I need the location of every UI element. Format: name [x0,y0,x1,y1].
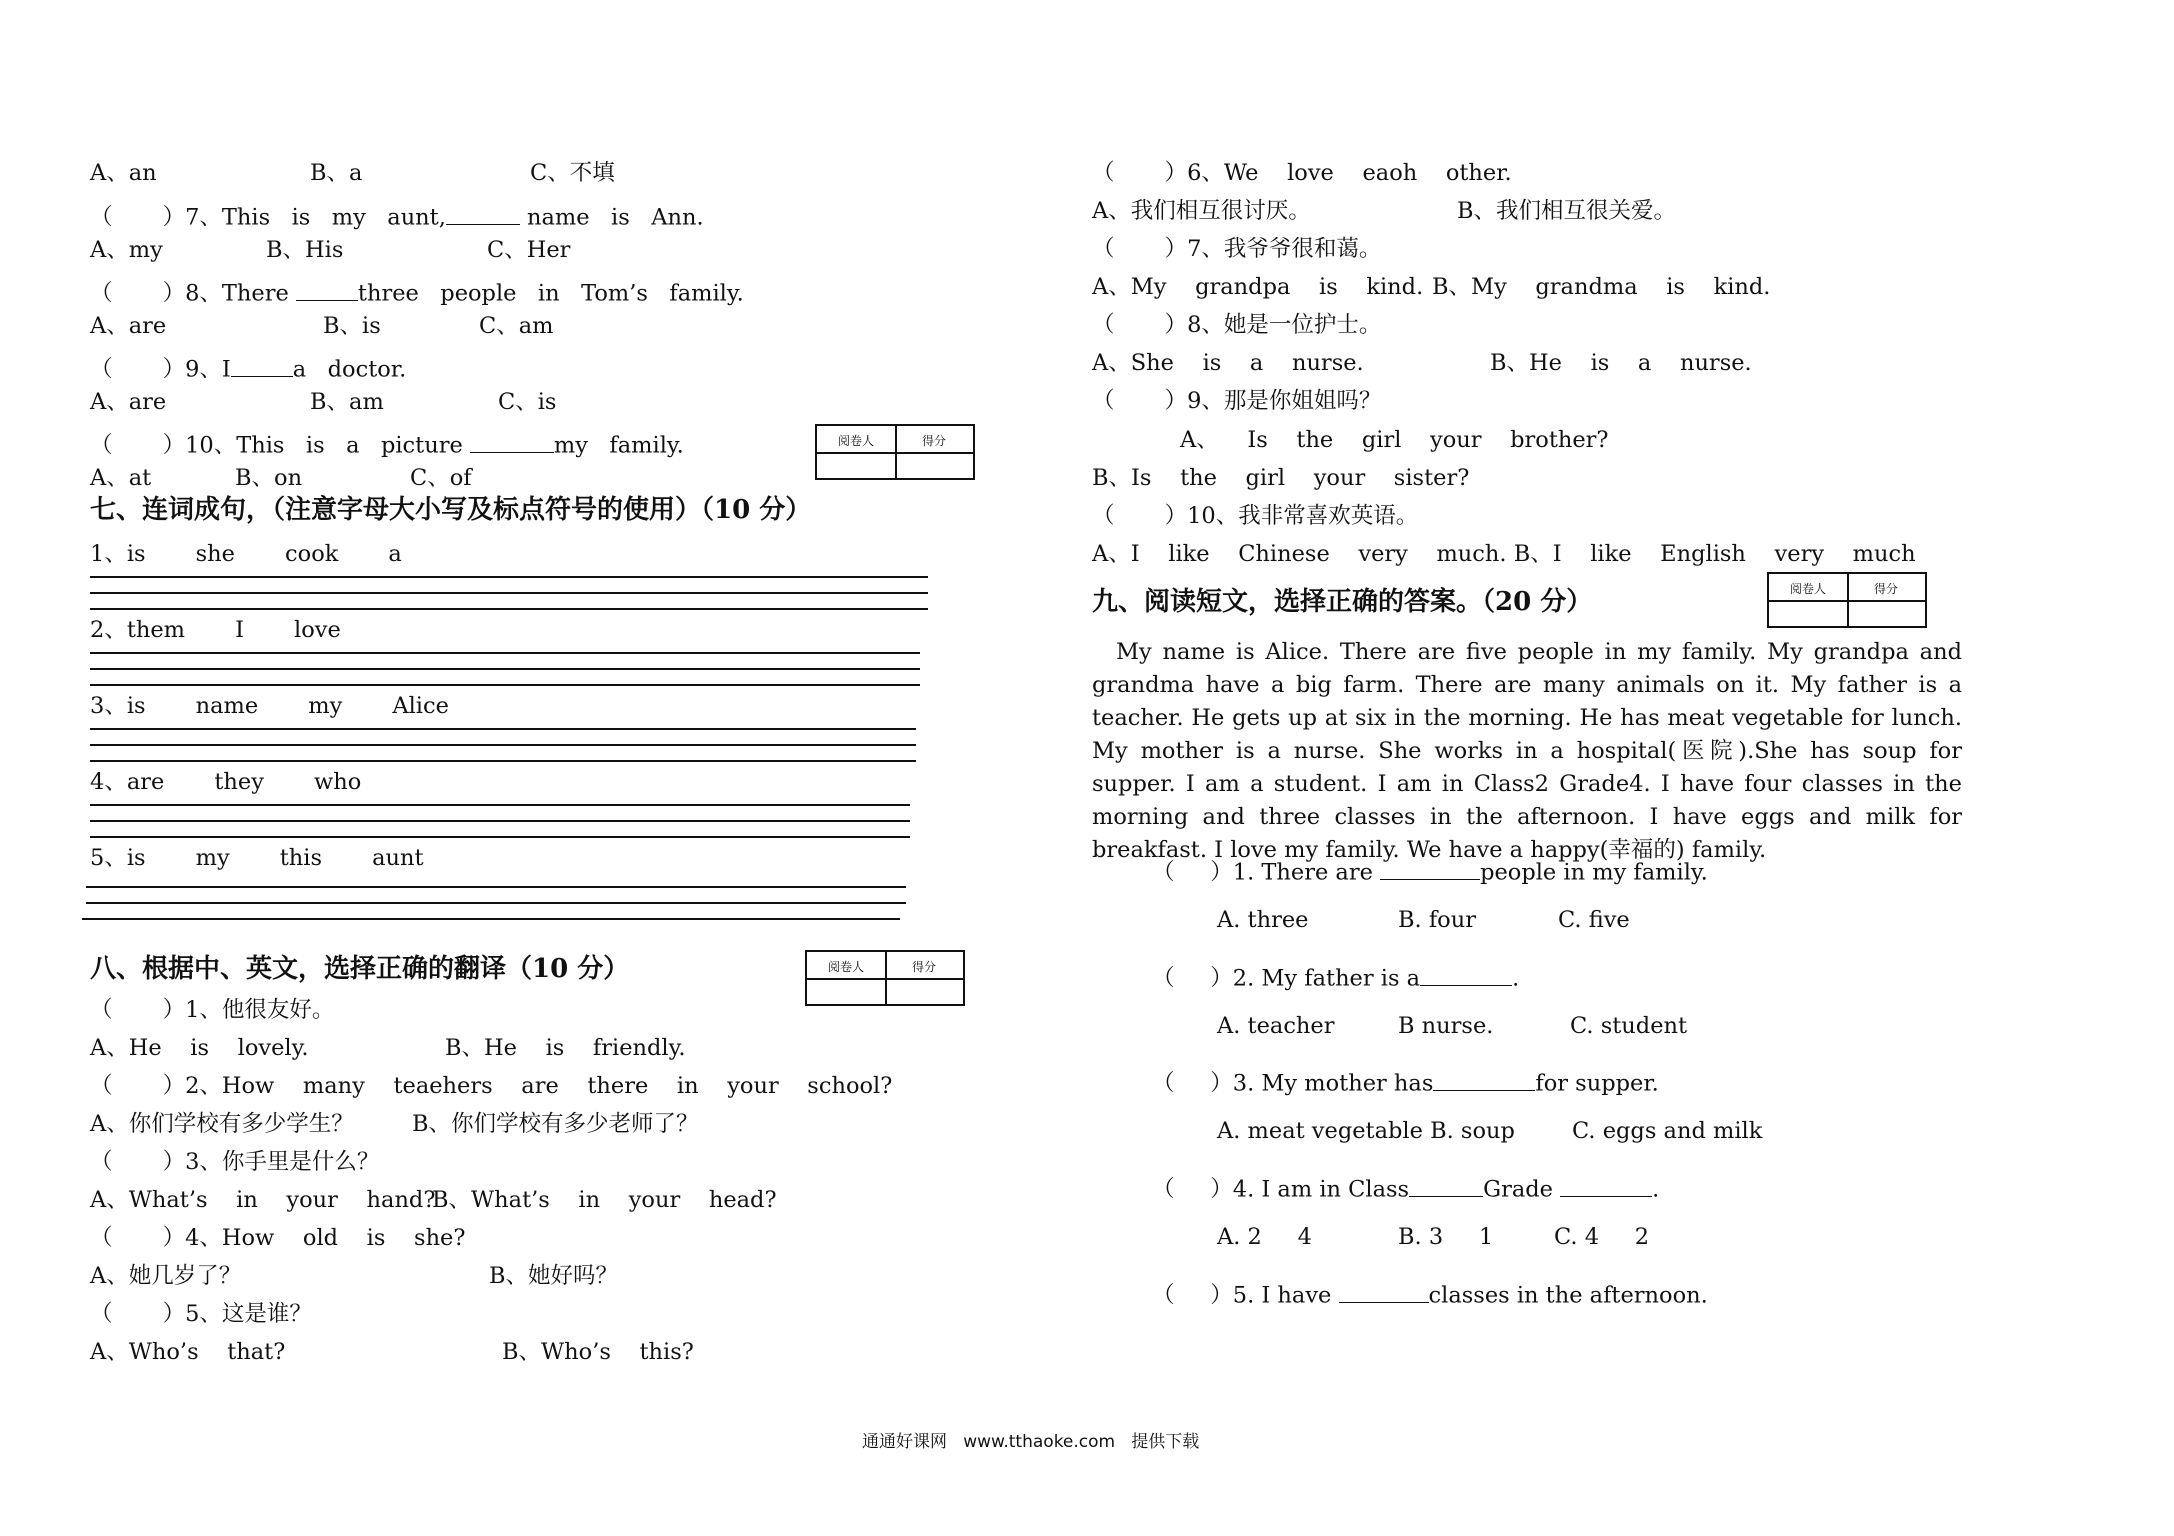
rq5-question: （ ）5. I have classes in the afternoon. [1152,1279,1708,1307]
footer-text: 通通好课网 www.tthaoke.com 提供下载 [862,1432,1200,1452]
writing-line[interactable] [86,902,906,904]
writing-line[interactable] [90,728,916,730]
q10-option-b: B、on [235,465,303,491]
writing-line[interactable] [90,760,916,762]
s8-q4-option-b: B、她好吗？ [489,1263,619,1289]
q8-option-b: B、is [323,313,381,339]
rq4-option-b: B. 3 1 [1398,1224,1494,1250]
q7-question: （ ）7、This is my aunt, name is Ann. [90,201,704,229]
answer-blank[interactable] [1433,1067,1535,1091]
r7-option-b: B、My grandma is kind. [1432,274,1771,300]
s8-q1: （ ）1、他很友好。 [90,997,335,1023]
r6-question: （ ）6、We love eaoh other. [1092,160,1512,186]
r9-option-a: A、 Is the girl your brother? [1180,427,1609,453]
writing-line[interactable] [90,804,910,806]
r10-question: （ ）10、我非常喜欢英语。 [1092,503,1419,529]
writing-line[interactable] [90,836,910,838]
rq4-option-c: C. 4 2 [1554,1224,1650,1250]
writing-line[interactable] [90,608,928,610]
rq3-option-ab: A. meat vegetable B. soup [1217,1118,1515,1144]
answer-blank[interactable] [1339,1279,1429,1303]
sec7-item-1: 1、is she cook a [90,541,402,567]
writing-line[interactable] [90,576,928,578]
answer-blank[interactable] [1409,1173,1483,1197]
answer-blank[interactable] [231,353,293,377]
rq2-option-b: B nurse. [1398,1013,1494,1039]
score-box-sec9: 阅卷人 得分 [1767,572,1927,628]
s8-q5-option-b: B、Who’s this? [502,1339,694,1365]
rq2-question: （ ）2. My father is a . [1152,962,1519,990]
q9-option-b: B、am [310,389,384,415]
s8-q4-option-a: A、她几岁了？ [90,1263,242,1289]
r6-option-b: B、我们相互很关爱。 [1457,198,1677,224]
q10-option-c: C、of [410,465,472,491]
rq4-option-a: A. 2 4 [1217,1224,1312,1250]
r7-question: （ ）7、我爷爷很和蔼。 [1092,236,1382,262]
rq1-option-b: B. four [1398,907,1476,933]
rq1-question: （ ）1. There are people in my family. [1152,856,1708,884]
q8-option-c: C、am [479,313,554,339]
q7-option-c: C、Her [487,237,571,263]
q10-question: （ ）10、This is a picture my family. [90,429,684,457]
section-9-title: 九、阅读短文，选择正确的答案。（20 分） [1092,587,1593,617]
q9-question: （ ）9、I a doctor. [90,353,406,381]
q7-option-a: A、my [90,237,163,263]
r9-option-b: B、Is the girl your sister? [1092,465,1470,491]
writing-line[interactable] [90,592,928,594]
s8-q3-option-b: B、What’s in your head? [432,1187,777,1213]
rq2-option-c: C. student [1570,1013,1688,1039]
writing-line[interactable] [82,918,900,920]
r6-option-a: A、我们相互很讨厌。 [1092,198,1311,224]
r8-option-b: B、He is a nurse. [1490,350,1752,376]
q9-option-c: C、is [498,389,557,415]
s8-q5: （ ）5、这是谁？ [90,1301,312,1327]
q8-question: （ ）8、There three people in Tom’s family. [90,277,744,305]
s8-q1-option-a: A、He is lovely. [90,1035,309,1061]
sec7-item-5: 5、is my this aunt [90,845,424,871]
rq2-option-a: A. teacher [1217,1013,1335,1039]
writing-line[interactable] [90,744,916,746]
s8-q5-option-a: A、Who’s that? [90,1339,286,1365]
sec7-item-2: 2、them I love [90,617,341,643]
answer-blank[interactable] [470,429,554,453]
reading-passage: My name is Alice. There are five people in my family. My grandpa and grandma have a big farm. There are many animals on it. My father is a teacher. He gets up at six in the morning. He has meat vegetable for lunch. My mother is a nurse. She works in a hospital(医院).She has soup for supper. I am a student. I am in Class2 Grade4. I have four classes in the morning and three classes in the afternoon. I have eggs and milk for breakfast. I love my family. We have a happy(幸福的) family. [1092,639,1962,863]
score-box-sec7: 阅卷人 得分 [815,424,975,480]
q6-option-c: C、不填 [530,160,615,186]
writing-line[interactable] [90,668,920,670]
q6-option-b: B、a [310,160,363,186]
answer-blank[interactable] [296,277,358,301]
s8-q1-option-b: B、He is friendly. [445,1035,686,1061]
q8-option-a: A、are [90,313,167,339]
s8-q3: （ ）3、你手里是什么？ [90,1149,380,1175]
q9-option-a: A、are [90,389,167,415]
answer-blank[interactable] [446,201,520,225]
s8-q2-option-a: A、你们学校有多少学生？ [90,1111,354,1137]
s8-q2-option-b: B、你们学校有多少老师了？ [412,1111,699,1137]
q6-option-a: A、an [90,160,157,186]
rq1-option-c: C. five [1558,907,1630,933]
sec7-item-4: 4、are they who [90,769,362,795]
s8-q2: （ ）2、How many teaehers are there in your school? [90,1073,893,1099]
writing-line[interactable] [90,684,920,686]
section-7-title: 七、连词成句，（注意字母大小写及标点符号的使用）（10 分） [90,495,812,525]
writing-line[interactable] [86,886,906,888]
r7-option-a: A、My grandpa is kind. [1092,274,1424,300]
r8-question: （ ）8、她是一位护士。 [1092,312,1382,338]
rq3-question: （ ）3. My mother has for supper. [1152,1067,1659,1095]
writing-line[interactable] [90,652,920,654]
answer-blank[interactable] [1380,856,1480,880]
answer-blank[interactable] [1560,1173,1652,1197]
section-8-title: 八、根据中、英文，选择正确的翻译（10 分） [90,954,630,984]
score-box-sec8: 阅卷人 得分 [805,950,965,1006]
writing-line[interactable] [90,820,910,822]
r10-options: A、I like Chinese very much. B、I like English very much [1092,541,1916,567]
rq1-option-a: A. three [1217,907,1309,933]
rq4-question: （ ）4. I am in Class Grade . [1152,1173,1659,1201]
s8-q4: （ ）4、How old is she? [90,1225,466,1251]
r8-option-a: A、She is a nurse. [1092,350,1364,376]
sec7-item-3: 3、is name my Alice [90,693,449,719]
r9-question: （ ）9、那是你姐姐吗？ [1092,388,1382,414]
q10-option-a: A、at [90,465,152,491]
q7-option-b: B、His [266,237,344,263]
rq3-option-c: C. eggs and milk [1572,1118,1763,1144]
s8-q3-option-a: A、What’s in your hand? [90,1187,436,1213]
answer-blank[interactable] [1420,962,1512,986]
